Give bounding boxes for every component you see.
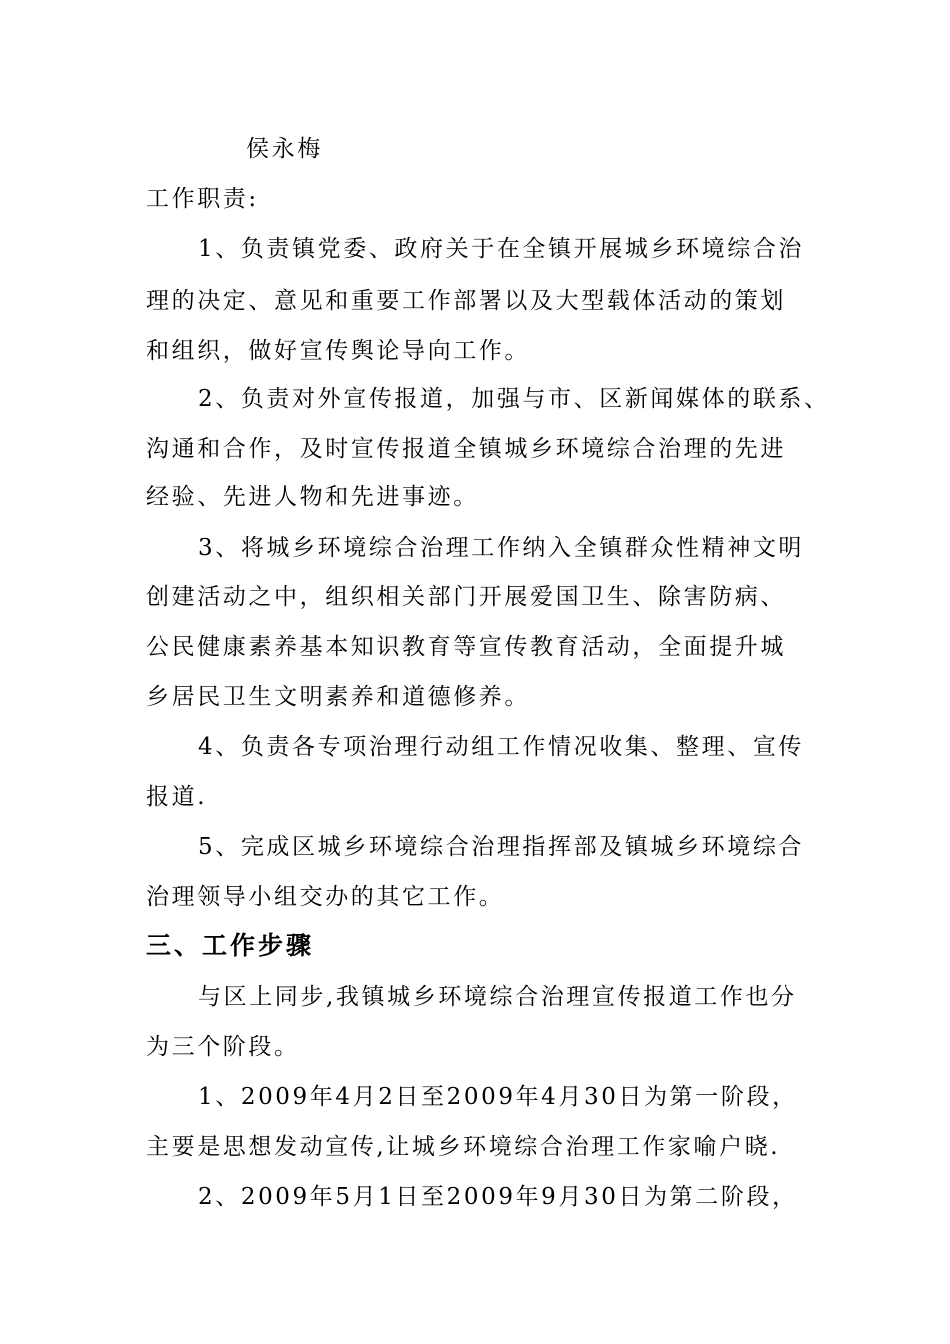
duty-item-3-line-2: 创建活动之中，组织相关部门开展爱国卫生、除害防病、	[146, 584, 786, 610]
step-1-line-1: 1、2009年4月2日至2009年4月30日为第一阶段，	[198, 1084, 798, 1110]
author-name: 侯永梅	[246, 136, 323, 162]
steps-intro-line-2: 为三个阶段。	[146, 1034, 300, 1060]
duty-item-1-line-3: 和组织，做好宣传舆论导向工作。	[146, 338, 530, 364]
duty-item-1-line-1: 1、负责镇党委、政府关于在全镇开展城乡环境综合治	[198, 236, 805, 262]
section-heading: 三、工作步骤	[146, 931, 315, 960]
duty-item-3-line-1: 3、将城乡环境综合治理工作纳入全镇群众性精神文明	[198, 535, 805, 561]
duty-item-3-line-3: 公民健康素养基本知识教育等宣传教育活动，全面提升城	[146, 634, 786, 660]
steps-intro-line-1: 与区上同步,我镇城乡环境综合治理宣传报道工作也分	[198, 984, 797, 1010]
duty-item-2-line-1: 2、负责对外宣传报道，加强与市、区新闻媒体的联系、	[198, 386, 830, 412]
duty-item-5-line-2: 治理领导小组交办的其它工作。	[146, 884, 505, 910]
duty-item-4-line-1: 4、负责各专项治理行动组工作情况收集、整理、宣传	[198, 734, 805, 760]
duty-item-5-line-1: 5、完成区城乡环境综合治理指挥部及镇城乡环境综合	[198, 834, 805, 860]
duty-item-3-line-4: 乡居民卫生文明素养和道德修养。	[146, 684, 530, 710]
duties-label: 工作职责:	[146, 186, 259, 212]
duty-item-1-line-2: 理的决定、意见和重要工作部署以及大型载体活动的策划	[146, 288, 786, 314]
step-1-line-2: 主要是思想发动宣传,让城乡环境综合治理工作家喻户晓.	[146, 1134, 781, 1160]
step-2-line-1: 2、2009年5月1日至2009年9月30日为第二阶段，	[198, 1184, 798, 1210]
duty-item-2-line-3: 经验、先进人物和先进事迹。	[146, 484, 479, 510]
duty-item-4-line-2: 报道.	[146, 784, 208, 810]
duty-item-2-line-2: 沟通和合作，及时宣传报道全镇城乡环境综合治理的先进	[146, 436, 786, 462]
